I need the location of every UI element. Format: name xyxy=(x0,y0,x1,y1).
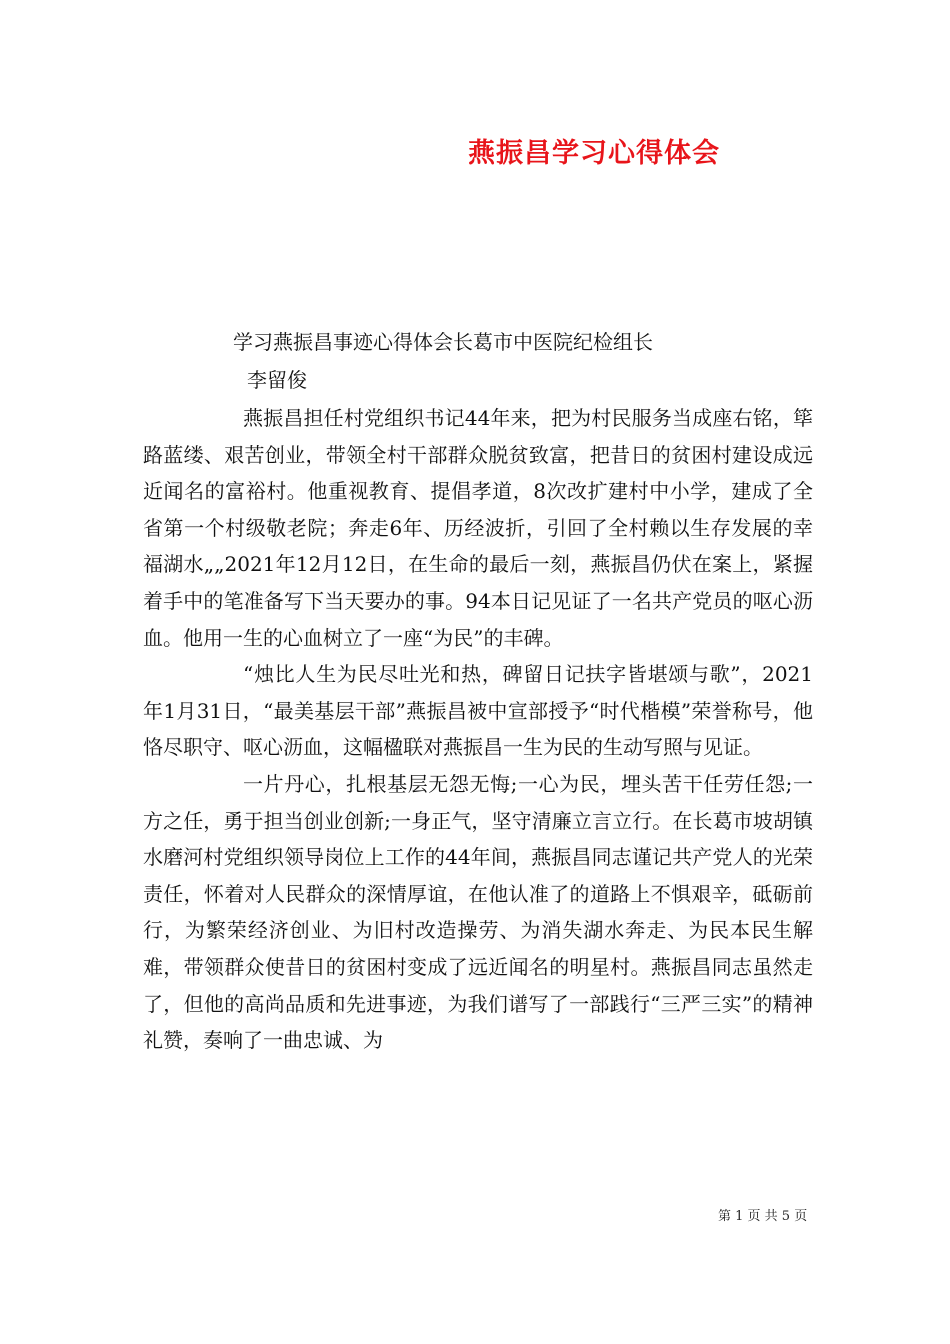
document-title: 燕振昌学习心得体会 xyxy=(468,138,720,169)
page-number-footer: 第 1 页 共 5 页 xyxy=(718,1209,808,1224)
body-paragraph-2: “烛比人生为民尽吐光和热，碑留日记扶字皆堪颂与歌”，2021年1月31日，“最美基层干部”燕振昌被中宣部授予“时代楷模”荣誉称号，他恪尽职守、呕心沥血，这幅楹联对燕振昌一生为民的生动写照与见证。 xyxy=(143,662,813,760)
document-subtitle: 学习燕振昌事迹心得体会长葛市中医院纪检组长 xyxy=(233,330,653,354)
document-author: 李留俊 xyxy=(247,368,307,392)
document-body xyxy=(143,400,813,1059)
body-paragraph-1: 燕振昌担任村党组织书记44年来，把为村民服务当成座右铭，筚路蓝缕、艰苦创业，带领全村干部群众脱贫致富，把昔日的贫困村建设成远近闻名的富裕村。他重视教育、提倡孝道，8次改扩建村中小学，建成了全省第一个村级敬老院；奔走6年、历经波折，引回了全村赖以生存发展的幸福湖水„„2021年12月12日，在生命的最后一刻，燕振昌仍伏在案上，紧握着手中的笔准备写下当天要办的事。94本日记见证了一名共产党员的呕心沥血。他用一生的心血树立了一座“为民”的丰碑。 xyxy=(143,406,813,650)
body-paragraph-3: 一片丹心，扎根基层无怨无悔;一心为民，埋头苦干任劳任怨;一方之任，勇于担当创业创新;一身正气，坚守清廉立言立行。在长葛市坡胡镇水磨河村党组织领导岗位上工作的44年间，燕振昌同志谨记共产党人的光荣责任，怀着对人民群众的深情厚谊，在他认准了的道路上不惧艰辛，砥砺前行，为繁荣经济创业、为旧村改造操劳、为消失湖水奔走、为民本民生解难，带领群众使昔日的贫困村变成了远近闻名的明星村。燕振昌同志虽然走了，但他的高尚品质和先进事迹，为我们谱写了一部践行“三严三实”的精神礼赞，奏响了一曲忠诚、为 xyxy=(143,771,813,1053)
